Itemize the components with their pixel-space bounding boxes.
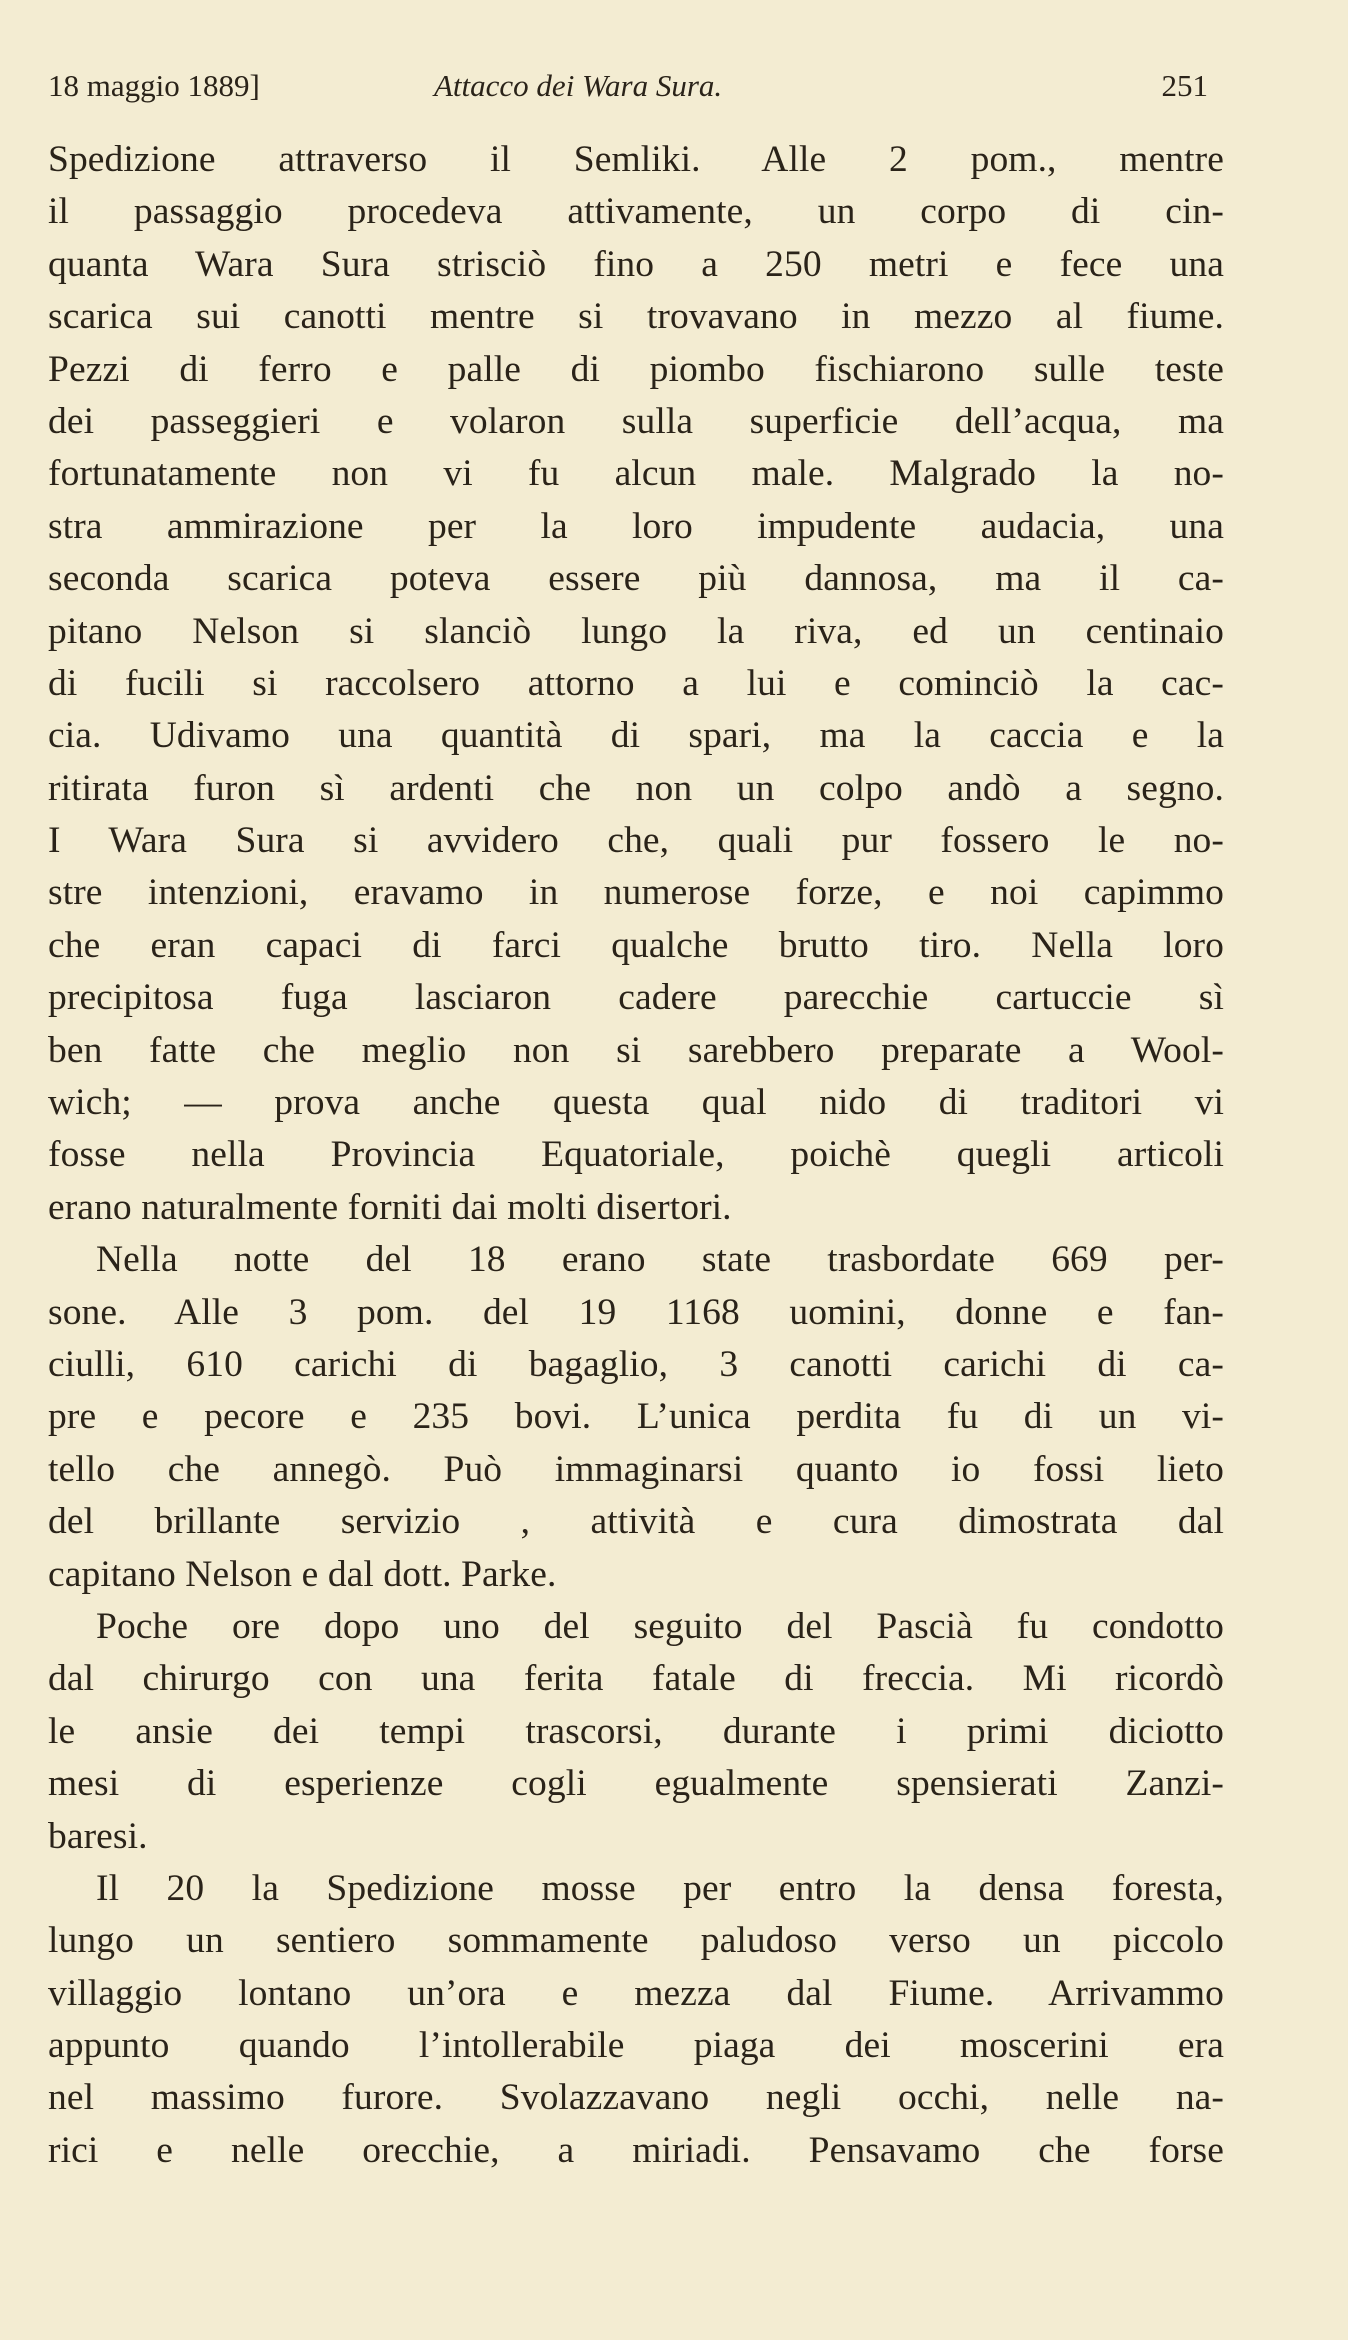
text-line: stra ammirazione per la loro impudente audacia, una — [48, 505, 1224, 547]
text-line: capitano Nelson e dal dott. Parke. — [48, 1553, 557, 1595]
text-line: pitano Nelson si slanciò lungo la riva, ed un centinaio — [48, 610, 1224, 652]
text-line: ciulli, 610 carichi di bagaglio, 3 canotti carichi di ca- — [48, 1343, 1224, 1385]
text-line: erano naturalmente forniti dai molti disertori. — [48, 1186, 732, 1228]
text-line: cia. Udivamo una quantità di spari, ma la caccia e la — [48, 715, 1224, 757]
text-line: ritirata furon sì ardenti che non un colpo andò a segno. — [48, 767, 1224, 809]
text-line: fortunatamente non vi fu alcun male. Malgrado la no- — [48, 453, 1224, 495]
text-line: pre e pecore e 235 bovi. L’unica perdita fu di un vi- — [48, 1396, 1224, 1438]
text-line: I Wara Sura si avvidero che, quali pur fossero le no- — [48, 820, 1224, 862]
header-chapter-title: Attacco dei Wara Sura. — [434, 68, 723, 103]
text-line: villaggio lontano un’ora e mezza dal Fiume. Arrivammo — [48, 1972, 1224, 2014]
text-line: appunto quando l’intollerabile piaga dei moscerini era — [48, 2025, 1224, 2067]
text-line: wich; — prova anche questa qual nido di traditori vi — [48, 1082, 1224, 1124]
header-date: 18 maggio 1889] — [48, 68, 260, 103]
text-line: che eran capaci di farci qualche brutto tiro. Nella loro — [48, 924, 1224, 966]
text-line: Nella notte del 18 erano state trasbordate 669 per- — [96, 1239, 1224, 1281]
text-line: Pezzi di ferro e palle di piombo fischiarono sulle teste — [48, 348, 1224, 390]
text-line: dal chirurgo con una ferita fatale di freccia. Mi ricordò — [48, 1658, 1224, 1700]
text-line: sone. Alle 3 pom. del 19 1168 uomini, donne e fan- — [48, 1291, 1224, 1333]
text-line: del brillante servizio , attività e cura dimostrata dal — [48, 1501, 1224, 1543]
text-line: tello che annegò. Può immaginarsi quanto io fossi lieto — [48, 1448, 1224, 1490]
text-line: di fucili si raccolsero attorno a lui e cominciò la cac- — [48, 662, 1224, 704]
text-line: nel massimo furore. Svolazzavano negli occhi, nelle na- — [48, 2077, 1224, 2119]
text-line: seconda scarica poteva essere più dannosa, ma il ca- — [48, 558, 1224, 600]
text-line: fosse nella Provincia Equatoriale, poichè quegli articoli — [48, 1134, 1224, 1176]
text-line: ben fatte che meglio non si sarebbero preparate a Wool- — [48, 1029, 1224, 1071]
text-line: stre intenzioni, eravamo in numerose forze, e noi capimmo — [48, 872, 1224, 914]
text-line: Il 20 la Spedizione mosse per entro la densa foresta, — [96, 1867, 1224, 1909]
page-number: 251 — [1161, 68, 1208, 103]
text-line: lungo un sentiero sommamente paludoso verso un piccolo — [48, 1920, 1224, 1962]
text-line: scarica sui canotti mentre si trovavano in mezzo al fiume. — [48, 296, 1224, 338]
text-line: Poche ore dopo uno del seguito del Pascià fu condotto — [96, 1605, 1224, 1647]
text-line: le ansie dei tempi trascorsi, durante i primi diciotto — [48, 1710, 1224, 1752]
text-line: baresi. — [48, 1815, 148, 1857]
text-line: il passaggio procedeva attivamente, un corpo di cin- — [48, 191, 1224, 233]
text-line: mesi di esperienze cogli egualmente spensierati Zanzi- — [48, 1763, 1224, 1805]
body-text — [48, 134, 1224, 2177]
text-line: Spedizione attraverso il Semliki. Alle 2 pom., mentre — [48, 139, 1224, 180]
running-header — [48, 68, 1208, 118]
text-line: rici e nelle orecchie, a miriadi. Pensavamo che forse — [48, 2129, 1224, 2171]
text-line: precipitosa fuga lasciaron cadere parecchie cartuccie sì — [48, 977, 1224, 1019]
text-line: quanta Wara Sura strisciò fino a 250 metri e fece una — [48, 243, 1224, 285]
text-line: dei passeggieri e volaron sulla superficie dell’acqua, ma — [48, 400, 1224, 442]
